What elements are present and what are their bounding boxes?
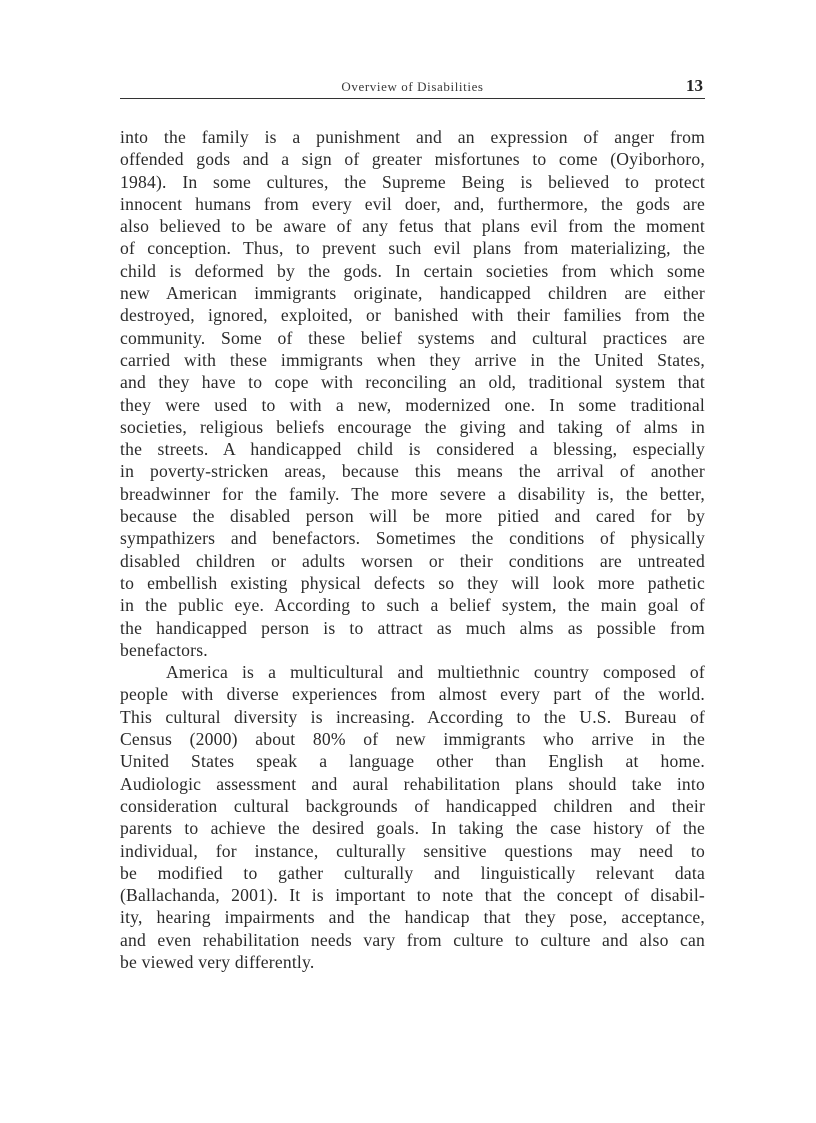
text-line: Audiologic assessment and aural rehabilitation plans should take into	[120, 773, 705, 794]
text-line: in the public eye. According to such a belief system, the main goal of	[120, 595, 705, 616]
text-line: 1984). In some cultures, the Supreme Being is believed to protect	[120, 171, 705, 192]
text-line: Census (2000) about 80% of new immigrants who arrive in the	[120, 729, 705, 750]
text-line: the handicapped person is to attract as much alms as possible from	[120, 617, 705, 638]
text-line: societies, religious beliefs encourage the giving and taking of alms in	[120, 416, 705, 437]
running-title: Overview of Disabilities	[341, 79, 484, 94]
text-line: to embellish existing physical defects so they will look more pathetic	[120, 572, 705, 593]
text-line: innocent humans from every evil doer, and, furthermore, the gods are	[120, 193, 705, 214]
text-line: community. Some of these belief systems and cultural practices are	[120, 327, 705, 348]
text-line: (Ballachanda, 2001). It is important to note that the concept of disabil-	[120, 885, 705, 906]
text-line: benefactors.	[120, 639, 208, 660]
text-line: into the family is a punishment and an expression of anger from	[120, 127, 705, 147]
text-line: consideration cultural backgrounds of handicapped children and their	[120, 795, 705, 816]
text-line: the streets. A handicapped child is considered a blessing, especially	[120, 439, 705, 460]
paragraph-2	[120, 661, 705, 973]
running-head	[120, 76, 705, 99]
text-line: destroyed, ignored, exploited, or banished with their families from the	[120, 305, 705, 326]
text-line: United States speak a language other than English at home.	[120, 751, 705, 772]
text-line: offended gods and a sign of greater misfortunes to come (Oyiborhoro,	[120, 149, 705, 170]
text-line: be modified to gather culturally and linguistically relevant data	[120, 862, 705, 883]
text-line: they were used to with a new, modernized one. In some traditional	[120, 394, 705, 415]
text-line: because the disabled person will be more pitied and cared for by	[120, 506, 705, 527]
text-line: of conception. Thus, to prevent such evil plans from materializing, the	[120, 238, 705, 259]
text-line: also believed to be aware of any fetus that plans evil from the moment	[120, 216, 705, 237]
text-line: sympathizers and benefactors. Sometimes the conditions of physically	[120, 528, 705, 549]
text-line: disabled children or adults worsen or their conditions are untreated	[120, 550, 705, 571]
text-line: carried with these immigrants when they arrive in the United States,	[120, 349, 705, 370]
text-line: and they have to cope with reconciling an old, traditional system that	[120, 372, 705, 393]
paragraph-1	[120, 126, 705, 661]
text-line: and even rehabilitation needs vary from culture to culture and also can	[120, 929, 705, 950]
text-line: ity, hearing impairments and the handicap that they pose, acceptance,	[120, 907, 705, 928]
text-line: America is a multicultural and multiethnic country composed of	[166, 662, 705, 683]
text-line: be viewed very differently.	[120, 951, 315, 972]
page-number: 13	[686, 76, 703, 95]
text-line: new American immigrants originate, handicapped children are either	[120, 283, 705, 304]
text-line: parents to achieve the desired goals. In taking the case history of the	[120, 818, 705, 839]
text-line: This cultural diversity is increasing. According to the U.S. Bureau of	[120, 706, 705, 727]
text-line: child is deformed by the gods. In certain societies from which some	[120, 260, 705, 281]
text-line: people with diverse experiences from almost every part of the world.	[120, 684, 705, 705]
text-line: in poverty-stricken areas, because this means the arrival of another	[120, 461, 705, 482]
text-line: individual, for instance, culturally sensitive questions may need to	[120, 840, 705, 861]
text-line: breadwinner for the family. The more severe a disability is, the better,	[120, 483, 705, 504]
body-text	[120, 126, 705, 973]
